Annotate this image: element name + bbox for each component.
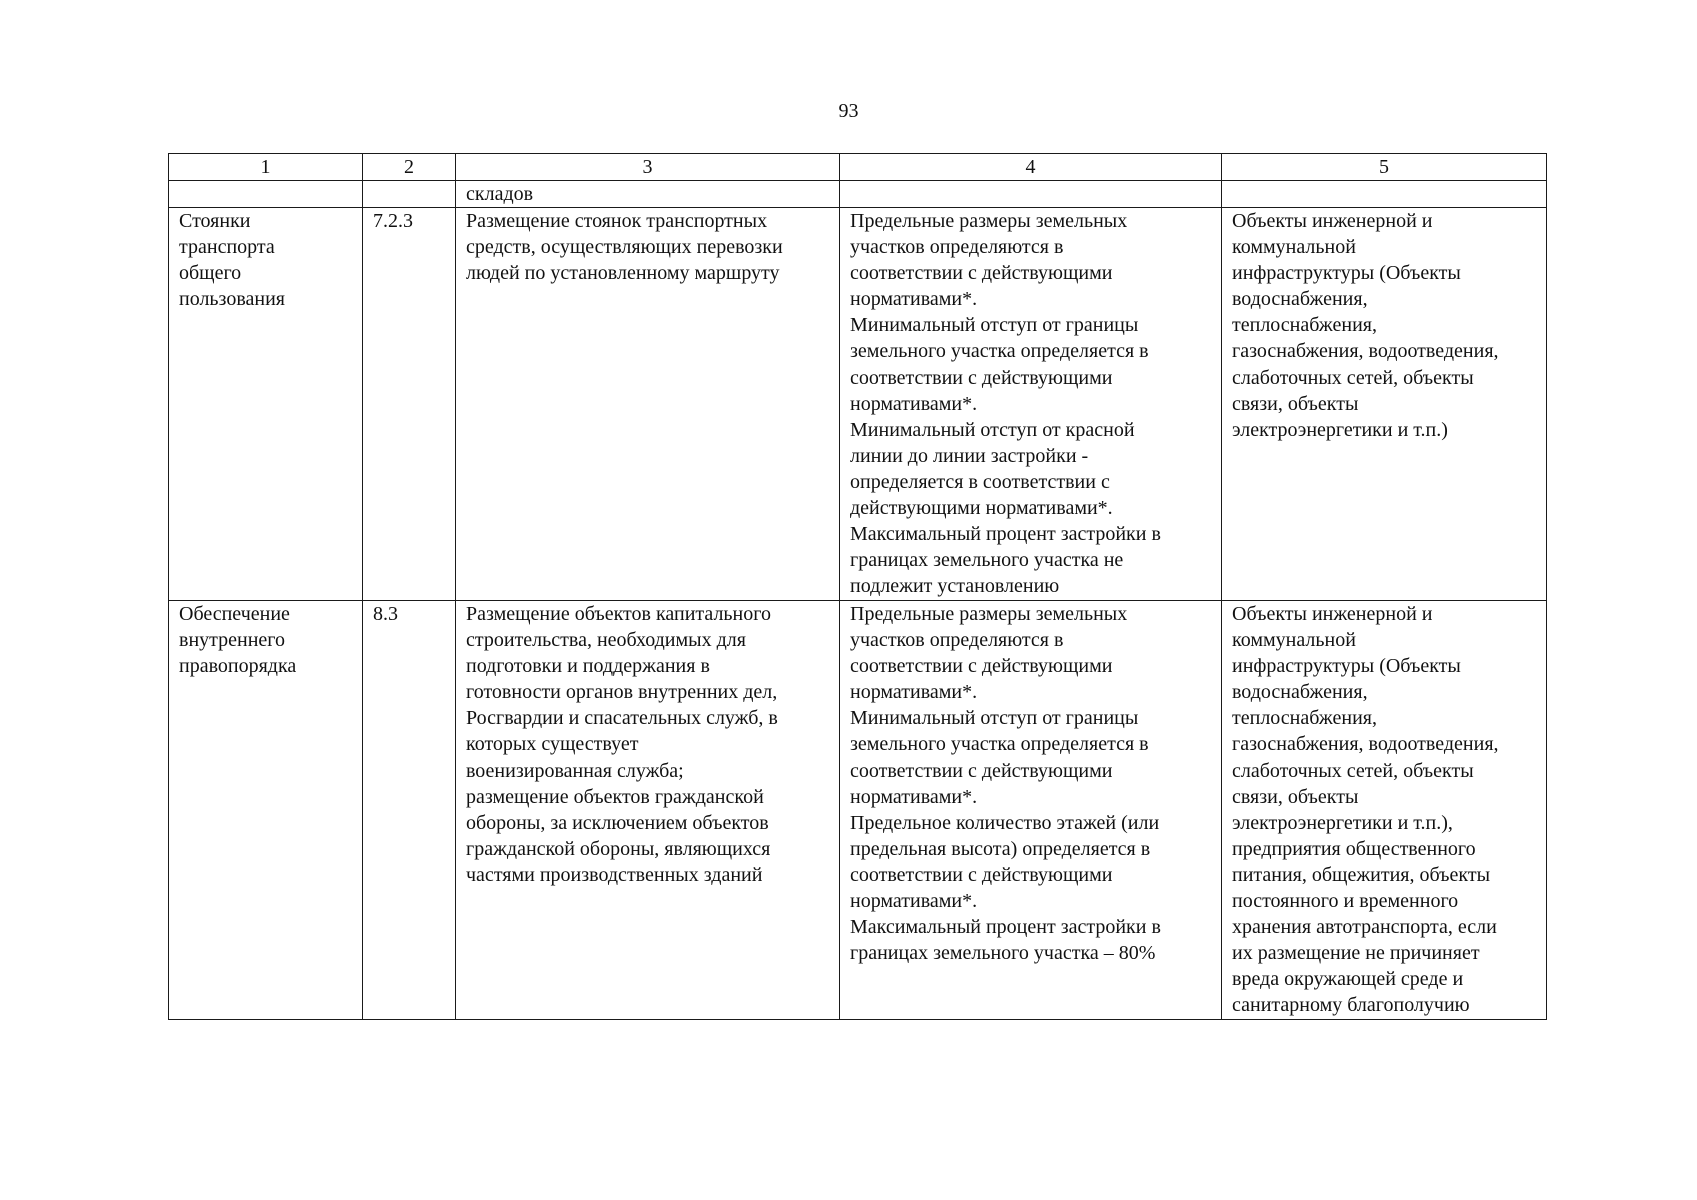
table-row: [169, 601, 1547, 1020]
cell-line: электроэнергетики и т.п.),: [1232, 811, 1453, 834]
cell-line: Объекты инженерной и: [1232, 603, 1433, 625]
cell-line: коммунальной: [1232, 236, 1356, 259]
cell-line: Максимальный процент застройки в: [850, 916, 1161, 939]
page-number: 93: [838, 100, 859, 122]
cell-line: участков определяются в: [850, 629, 1064, 652]
cell-line: военизированная служба;: [466, 759, 684, 782]
cell-line: теплоснабжения,: [1232, 707, 1377, 730]
cell-line: вреда окружающей среде и: [1232, 968, 1464, 991]
cell-line: внутреннего: [179, 629, 285, 652]
cell-line: строительства, необходимых для: [466, 629, 746, 652]
continuation-cell-4: [840, 181, 1222, 208]
cell-line: Размещение объектов капитального: [466, 603, 771, 625]
cell-line: действующими нормативами*.: [850, 497, 1113, 520]
cell-line: границах земельного участка не: [850, 549, 1124, 572]
use-name-cell: [169, 601, 363, 1020]
cell-line: инфраструктуры (Объекты: [1232, 262, 1461, 285]
header-cell-4: 4: [840, 154, 1222, 181]
cell-line: газоснабжения, водоотведения,: [1232, 340, 1499, 363]
auxiliary-uses-cell: [1222, 208, 1547, 601]
cell-line: нормативами*.: [850, 890, 978, 913]
cell-line: участков определяются в: [850, 236, 1064, 259]
cell-line: предприятия общественного: [1232, 837, 1476, 860]
cell-line: Максимальный процент застройки в: [850, 523, 1161, 546]
continuation-cell-3: складов: [456, 181, 840, 208]
use-code-cell: [363, 601, 456, 1020]
cell-line: водоснабжения,: [1232, 681, 1368, 704]
cell-line: обороны, за исключением объектов: [466, 811, 769, 834]
cell-line: земельного участка определяется в: [850, 733, 1149, 756]
cell-line: Объекты инженерной и: [1232, 210, 1433, 232]
table-header-row: [169, 154, 1547, 181]
cell-line: инфраструктуры (Объекты: [1232, 655, 1461, 678]
use-description-cell: [456, 208, 840, 601]
cell-line: электроэнергетики и т.п.): [1232, 418, 1448, 441]
cell-line: границах земельного участка – 80%: [850, 942, 1156, 965]
cell-line: санитарному благополучию: [1232, 994, 1470, 1017]
header-cell-5: 5: [1222, 154, 1547, 181]
cell-line: общего: [179, 262, 242, 285]
cell-line: слаботочных сетей, объекты: [1232, 366, 1474, 389]
cell-line: 8.3: [373, 603, 398, 625]
cell-line: предельная высота) определяется в: [850, 837, 1151, 860]
cell-line: земельного участка определяется в: [850, 340, 1149, 363]
zoning-table: [168, 153, 1547, 1020]
use-description-cell: [456, 601, 840, 1020]
cell-line: которых существует: [466, 733, 639, 756]
cell-line: размещение объектов гражданской: [466, 785, 764, 808]
cell-line: определяется в соответствии с: [850, 470, 1110, 493]
parameters-cell: [840, 601, 1222, 1020]
cell-line: слаботочных сетей, объекты: [1232, 759, 1474, 782]
cell-line: частями производственных зданий: [466, 863, 763, 886]
continuation-row: [169, 181, 1547, 208]
cell-line: соответствии с действующими: [850, 759, 1113, 782]
cell-line: Минимальный отступ от красной: [850, 418, 1135, 441]
cell-line: линии до линии застройки -: [850, 444, 1089, 467]
cell-line: хранения автотранспорта, если: [1232, 916, 1497, 939]
cell-line: подлежит установлению: [850, 575, 1060, 598]
cell-line: Предельные размеры земельных: [850, 603, 1128, 625]
cell-line: постоянного и временного: [1232, 890, 1459, 913]
cell-line: соответствии с действующими: [850, 863, 1113, 886]
cell-line: нормативами*.: [850, 681, 978, 704]
cell-line: Предельные размеры земельных: [850, 210, 1128, 232]
continuation-cell-1: [169, 181, 363, 208]
cell-line: коммунальной: [1232, 629, 1356, 652]
auxiliary-uses-cell: [1222, 601, 1547, 1020]
continuation-cell-2: [363, 181, 456, 208]
cell-line: Размещение стоянок транспортных: [466, 210, 768, 232]
cell-line: Предельное количество этажей (или: [850, 811, 1160, 834]
cell-line: транспорта: [179, 236, 275, 259]
cell-line: подготовки и поддержания в: [466, 655, 710, 678]
cell-line: газоснабжения, водоотведения,: [1232, 733, 1499, 756]
parameters-cell: [840, 208, 1222, 601]
cell-line: 7.2.3: [373, 210, 413, 232]
table-row: [169, 208, 1547, 601]
cell-line: питания, общежития, объекты: [1232, 863, 1491, 886]
cell-line: пользования: [179, 288, 285, 311]
continuation-cell-5: [1222, 181, 1547, 208]
header-cell-3: 3: [456, 154, 840, 181]
cell-line: Обеспечение: [179, 603, 290, 625]
use-code-cell: [363, 208, 456, 601]
cell-line: соответствии с действующими: [850, 262, 1113, 285]
cell-line: средств, осуществляющих перевозки: [466, 236, 783, 259]
cell-line: связи, объекты: [1232, 785, 1359, 808]
cell-line: правопорядка: [179, 655, 297, 678]
cell-line: связи, объекты: [1232, 392, 1359, 415]
cell-line: водоснабжения,: [1232, 288, 1368, 311]
cell-line: Минимальный отступ от границы: [850, 707, 1139, 730]
cell-line: соответствии с действующими: [850, 366, 1113, 389]
cell-line: нормативами*.: [850, 785, 978, 808]
cell-line: гражданской обороны, являющихся: [466, 837, 771, 860]
cell-line: Росгвардии и спасательных служб, в: [466, 707, 778, 730]
cell-line: их размещение не причиняет: [1232, 942, 1480, 965]
header-cell-1: 1: [169, 154, 363, 181]
cell-line: Стоянки: [179, 210, 251, 232]
cell-line: людей по установленному маршруту: [466, 262, 780, 285]
header-cell-2: 2: [363, 154, 456, 181]
cell-line: соответствии с действующими: [850, 655, 1113, 678]
cell-line: Минимальный отступ от границы: [850, 314, 1139, 337]
cell-line: нормативами*.: [850, 392, 978, 415]
cell-line: теплоснабжения,: [1232, 314, 1377, 337]
use-name-cell: [169, 208, 363, 601]
cell-line: нормативами*.: [850, 288, 978, 311]
cell-line: готовности органов внутренних дел,: [466, 681, 778, 704]
